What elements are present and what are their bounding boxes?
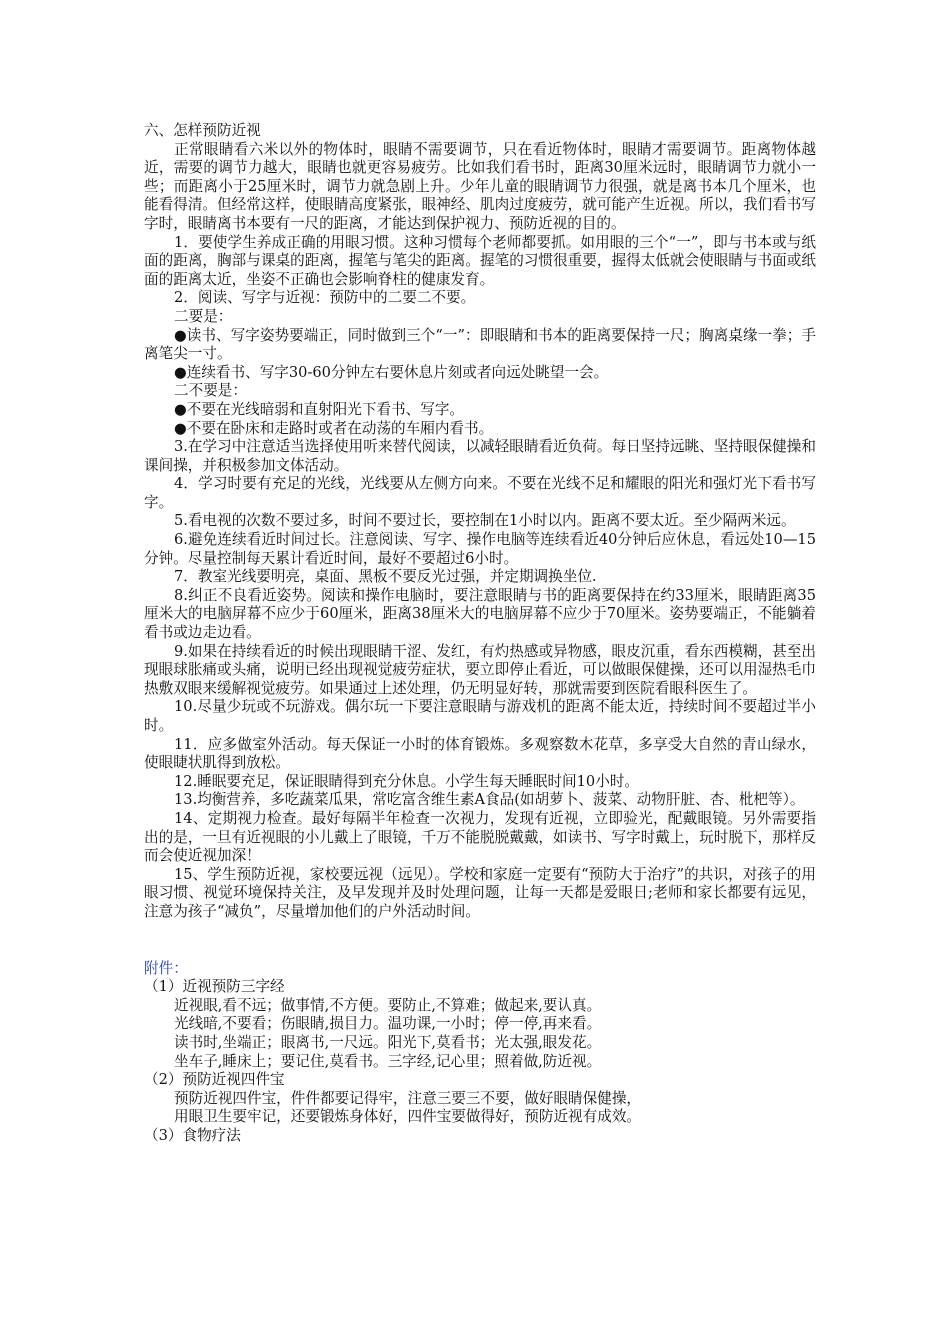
appendix-sub-1: （1）近视预防三字经 [144, 978, 285, 996]
section-spacer [144, 922, 816, 960]
item-7: 7．教室光线要明亮，桌面、黑板不要反光过强，并定期调换坐位. [174, 568, 597, 586]
intro-paragraph: 正常眼睛看六米以外的物体时，眼睛不需要调节，只在看近物体时，眼睛才需要调节。距离物体越近，需要的调节力越大，眼睛也就更容易疲劳。比如我们看书时，距离30厘米远时，眼睛调节力就小一些；而距离小于25厘米时，调节力就急剧上升。少年儿童的眼睛调节力很强，就是离书本几个厘米，也能看得清。但经常这样，使眼睛高度紧张，眼神经、肌肉过度疲劳，就可能产生近视。所以，我们看书写字时，眼睛离书本要有一尺的距离，才能达到保护视力、预防近视的目的。 [144, 140, 816, 232]
item-8: 8.纠正不良看近姿势。阅读和操作电脑时，要注意眼睛与书的距离要保持在约33厘米，眼睛距离35厘米大的电脑屏幕不应少于60厘米，距离38厘米大的电脑屏幕不应少于70厘米。姿势要端正，不能躺着看书或边走边看。 [144, 586, 816, 642]
two-musts-heading: 二要是： [174, 307, 233, 325]
must-bullet-2: ●连续看书、写字30-60分钟左右要休息片刻或者向远处眺望一会。 [174, 363, 609, 381]
two-donts-heading: 二不要是： [174, 382, 247, 400]
item-10: 10.尽量少玩或不玩游戏。偶尔玩一下要注意眼睛与游戏机的距离不能太近，持续时间不要超过半小时。 [144, 698, 816, 734]
item-5: 5.看电视的次数不要过多，时间不要过长，要控制在1小时以内。距离不要太近。至少隔两米远。 [174, 512, 796, 530]
appendix-sub-2: （2）预防近视四件宝 [144, 1071, 285, 1089]
item-1: 1．要使学生养成正确的用眼习惯。这种习惯每个老师都要抓。如用眼的三个“一”，即与书本或与纸面的距离，胸部与课桌的距离，握笔与笔尖的距离。握笔的习惯很重要，握得太低就会使眼睛与书面或纸面的距离太近，坐姿不正确也会影响脊柱的健康发育。 [144, 233, 816, 288]
dont-bullet-2: ●不要在卧床和走路时或者在动荡的车厢内看书。 [174, 419, 494, 437]
document-page [144, 122, 816, 1145]
item-2: 2．阅读、写字与近视：预防中的二要二不要。 [174, 289, 476, 307]
item-11: 11．应多做室外活动。每天保证一小时的体育锻炼。多观察数木花草，多享受大自然的青山绿水，使眼睫状肌得到放松。 [144, 735, 816, 772]
verse-line: 预防近视四件宝，件件都要记得牢，注意三要三不要，做好眼睛保健操， [174, 1089, 642, 1107]
item-9: 9.如果在持续看近的时候出现眼睛干涩、发红，有灼热感或异物感，眼皮沉重，看东西模糊，甚至出现眼球胀痛或头痛，说明已经出现视觉疲劳症状，要立即停止看近，可以做眼保健操，还可以用湿热毛巾热敷双眼来缓解视觉疲劳。如果通过上述处理，仍无明显好转，那就需要到医院看眼科医生了。 [144, 642, 816, 697]
verse-line: 用眼卫生要牢记，还要锻炼身体好，四件宝要做得好，预防近视有成效。 [174, 1108, 642, 1126]
appendix-sub-3: （3）食物疗法 [144, 1126, 241, 1144]
item-3: 3.在学习中注意适当选择使用听来替代阅读，以减轻眼睛看近负荷。每日坚持远眺、坚持眼保健操和课间操，并积极参加文体活动。 [144, 438, 816, 474]
item-13: 13.均衡营养，多吃蔬菜瓜果，常吃富含维生素A食品(如胡萝卜、菠菜、动物肝脏、杏、枇杷等）。 [174, 791, 805, 809]
verse-line: 读书时,坐端正；眼离书,一尺远。阳光下,莫看书；光太强,眼发花。 [174, 1033, 602, 1051]
must-bullet-1: ●读书、写字姿势要端正，同时做到三个“一”：即眼睛和书本的距离要保持一尺；胸离桌缘一拳；手离笔尖一寸。 [144, 326, 816, 363]
verse-line: 近视眼,看不远；做事情,不方便。要防止,不算难；做起来,要认真。 [174, 996, 602, 1014]
dont-bullet-1: ●不要在光线暗弱和直射阳光下看书、写字。 [174, 400, 465, 418]
item-14: 14、定期视力检查。最好每隔半年检查一次视力，发现有近视，立即验光，配戴眼镜。另外需要指出的是，一旦有近视眼的小儿戴上了眼镜，千万不能脱脱戴戴，如读书、写字时戴上，玩时脱下，那样反而会使近视加深！ [144, 809, 816, 865]
item-15: 15、学生预防近视，家校要远视（远见）。学校和家庭一定要有“预防大于治疗”的共识，对孩子的用眼习惯、视觉环境保持关注，及早发现并及时处理问题，让每一天都是爱眼日;老师和家长都要有远见，注意为孩子“减负”，尽量增加他们的户外活动时间。 [144, 865, 816, 920]
item-4: 4．学习时要有充足的光线，光线要从左侧方向来。不要在光线不足和耀眼的阳光和强灯光下看书写字。 [144, 475, 816, 511]
verse-line: 坐车子,睡床上；要记住,莫看书。三字经,记心里；照着做,防近视。 [174, 1052, 602, 1070]
section-title: 六、怎样预防近视 [144, 122, 261, 139]
appendix-title: 附件： [144, 959, 188, 977]
item-6: 6.避免连续看近时间过长。注意阅读、写字、操作电脑等连续看近40分钟后应休息，看远处10—15分钟。尽量控制每天累计看近时间，最好不要超过6小时。 [144, 531, 816, 567]
verse-line: 光线暗,不要看；伤眼睛,损目力。温功课,一小时；停一停,再来看。 [174, 1015, 602, 1033]
item-12: 12.睡眠要充足，保证眼睛得到充分休息。小学生每天睡眠时间10小时。 [174, 772, 640, 790]
